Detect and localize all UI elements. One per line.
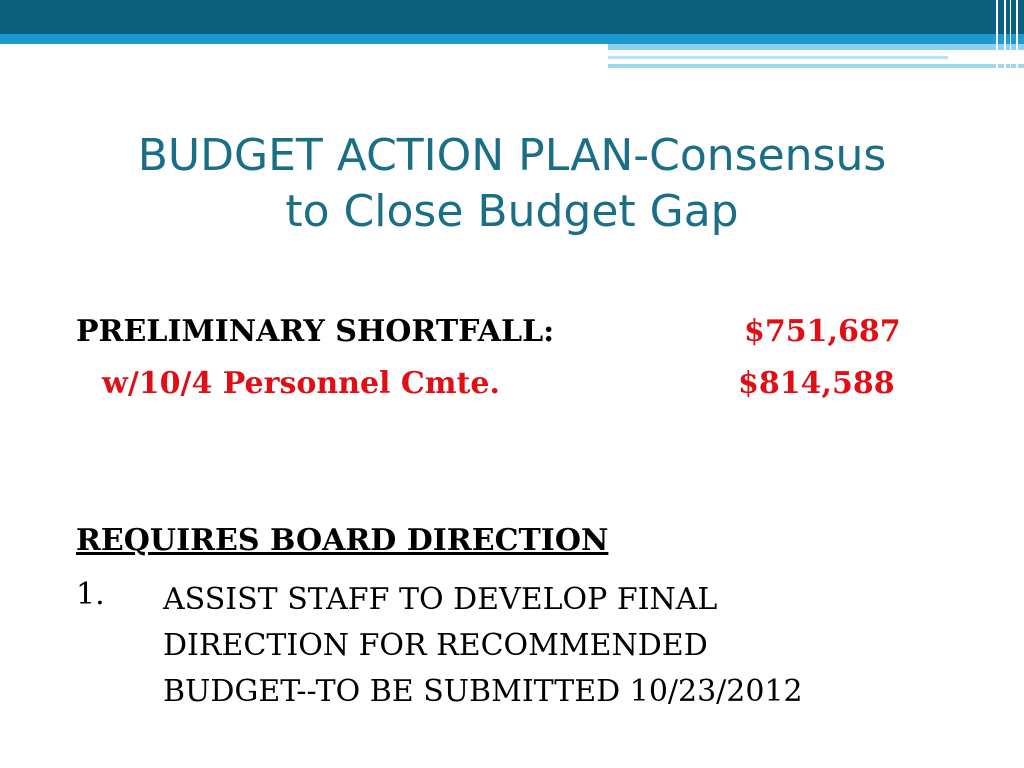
corner-stripes: [990, 0, 1024, 68]
top-pale-thin-band: [608, 56, 948, 59]
personnel-label: w/10/4 Personnel Cmte.: [102, 366, 500, 401]
top-pale-band: [608, 44, 1024, 50]
top-dark-band: [0, 0, 1024, 34]
list-item: [163, 577, 803, 715]
top-light-band: [0, 34, 1024, 44]
top-pale-band-lower: [608, 64, 1024, 68]
slide-title-line1: BUDGET ACTION PLAN-Consensus: [137, 130, 887, 181]
slide-title-line2: to Close Budget Gap: [285, 186, 739, 237]
shortfall-amount: $751,687: [744, 314, 901, 349]
list-item-line: DIRECTION FOR RECOMMENDED: [163, 628, 708, 663]
list-item-line: ASSIST STAFF TO DEVELOP FINAL: [163, 582, 718, 617]
section-heading: REQUIRES BOARD DIRECTION: [76, 523, 609, 558]
list-item-line: BUDGET--TO BE SUBMITTED 10/23/2012: [163, 674, 803, 709]
shortfall-label: PRELIMINARY SHORTFALL:: [76, 314, 555, 349]
list-item-number: 1.: [76, 577, 105, 612]
slide-title: [60, 128, 964, 240]
personnel-amount: $814,588: [738, 366, 895, 401]
